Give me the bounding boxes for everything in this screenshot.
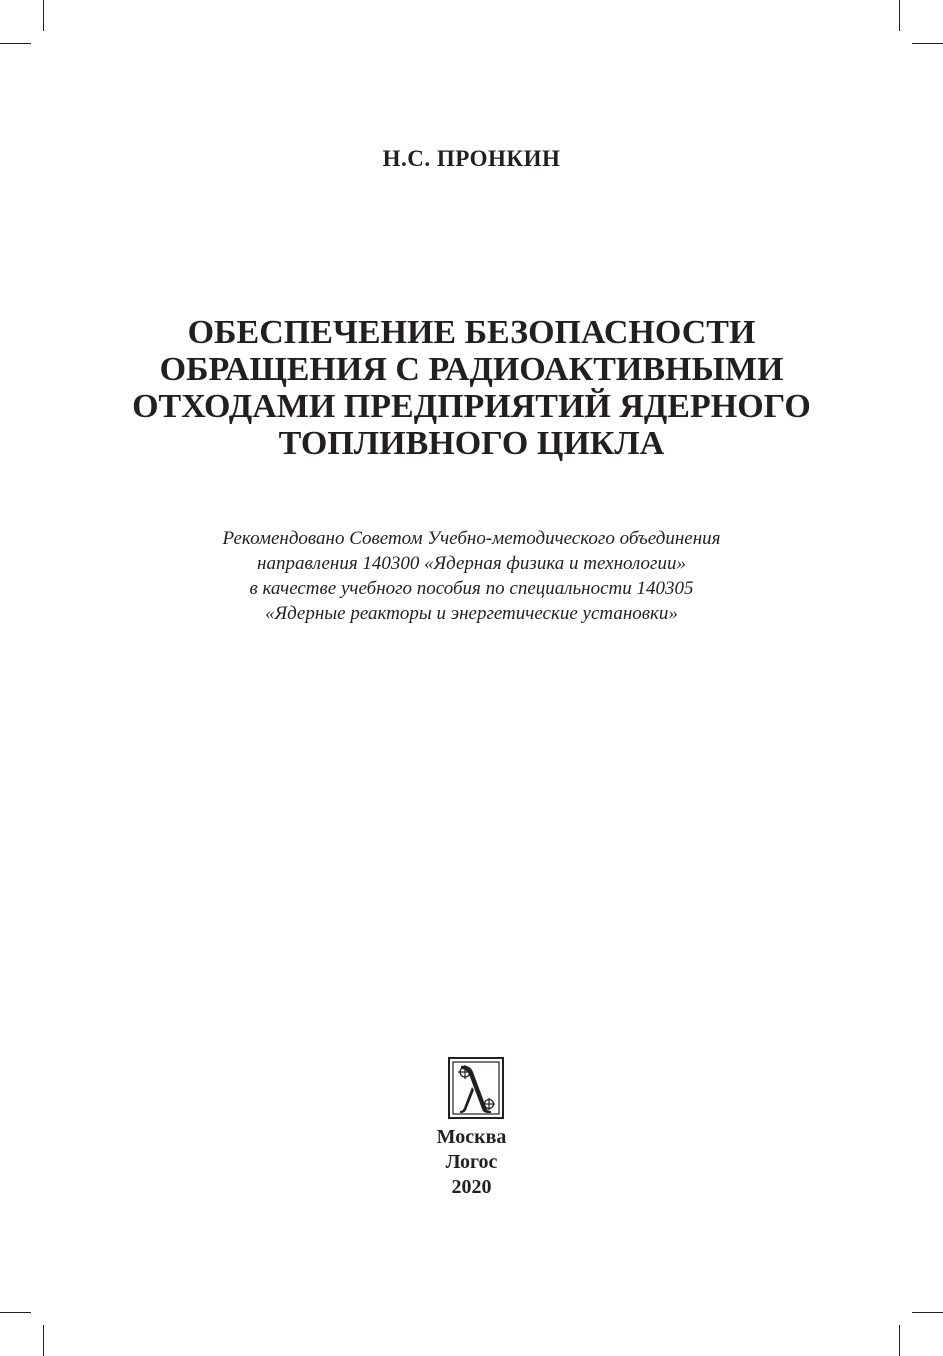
imprint-city: Москва bbox=[436, 1126, 507, 1148]
recommendation-line: направления 140300 «Ядерная физика и технологии» bbox=[257, 553, 686, 574]
book-title bbox=[0, 314, 943, 462]
imprint-year: 2020 bbox=[451, 1176, 492, 1198]
crop-mark-top-left-horizontal bbox=[0, 43, 31, 44]
crop-mark-top-right-vertical bbox=[899, 0, 900, 31]
title-line: ОБРАЩЕНИЯ С РАДИОАКТИВНЫМИ bbox=[159, 351, 784, 388]
imprint-publisher: Логос bbox=[445, 1151, 498, 1173]
title-line: ТОПЛИВНОГО ЦИКЛА bbox=[278, 425, 665, 462]
title-line: ОТХОДАМИ ПРЕДПРИЯТИЙ ЯДЕРНОГО bbox=[132, 388, 811, 425]
recommendation-line: в качестве учебного пособия по специальности 140305 bbox=[249, 578, 694, 599]
imprint bbox=[0, 1125, 943, 1200]
title-line: ОБЕСПЕЧЕНИЕ БЕЗОПАСНОСТИ bbox=[187, 314, 756, 351]
crop-mark-bottom-left-horizontal bbox=[0, 1312, 31, 1313]
crop-mark-bottom-right-horizontal bbox=[912, 1312, 943, 1313]
crop-mark-bottom-right-vertical bbox=[899, 1325, 900, 1356]
crop-mark-top-left-vertical bbox=[43, 0, 44, 31]
recommendation-line: «Ядерные реакторы и энергетические установки» bbox=[265, 603, 678, 624]
author-name: Н.С. ПРОНКИН bbox=[382, 146, 561, 171]
recommendation-note bbox=[0, 526, 943, 626]
recommendation-line: Рекомендовано Советом Учебно-методического объединения bbox=[222, 528, 721, 549]
lambda-publisher-logo-icon bbox=[448, 1057, 504, 1119]
crop-mark-bottom-left-vertical bbox=[43, 1325, 44, 1356]
crop-mark-top-right-horizontal bbox=[912, 43, 943, 44]
